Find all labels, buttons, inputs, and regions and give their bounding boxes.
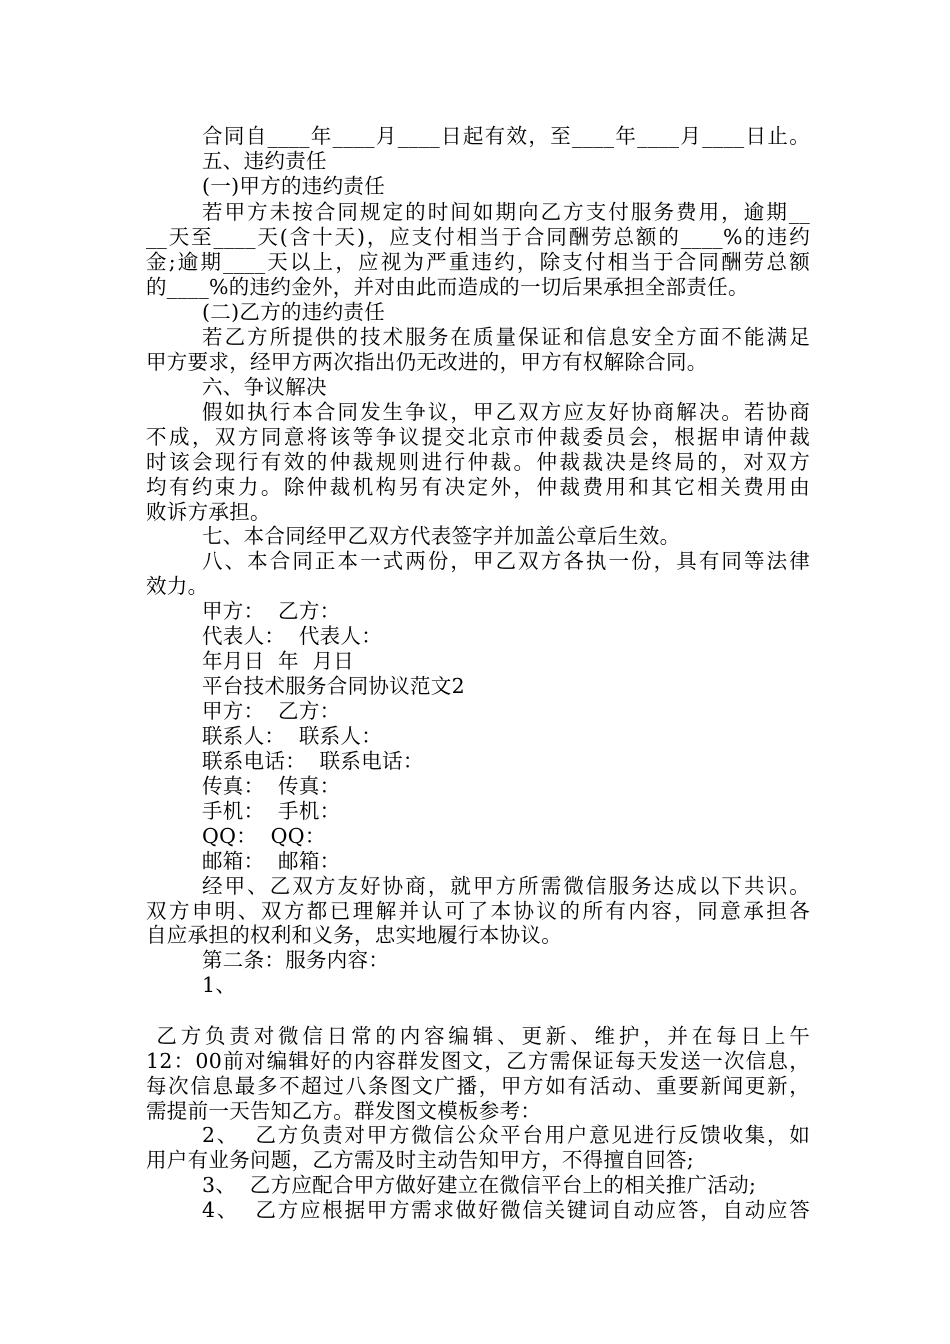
text-line: __天至____天(含十天)，应支付相当于合同酬劳总额的____%的违约 bbox=[146, 225, 810, 249]
text-line: 12：00前对编辑好的内容群发图文，乙方需保证每天发送一次信息， bbox=[146, 1049, 810, 1073]
text-line: 假如执行本合同发生争议，甲乙双方应友好协商解决。若协商 bbox=[202, 400, 810, 424]
party-line: 联系人： 联系人： bbox=[202, 724, 383, 748]
list-item: 2、 乙方负责对甲方微信公众平台用户意见进行反馈收集，如 bbox=[202, 1123, 810, 1147]
section-heading: 七、本合同经甲乙双方代表签字并加盖公章后生效。 bbox=[202, 524, 681, 548]
party-line: 手机： 手机： bbox=[202, 799, 341, 823]
text-line: 效力。 bbox=[146, 574, 209, 598]
list-number: 1、 bbox=[202, 973, 237, 997]
text-line: 的____%的违约金外，并对由此而造成的一切后果承担全部责任。 bbox=[146, 275, 749, 299]
text-line: 甲方要求，经甲方两次指出仍无改进的，甲方有权解除合同。 bbox=[146, 350, 708, 374]
section-heading: 六、争议解决 bbox=[202, 375, 327, 399]
list-item: 4、 乙方应根据甲方需求做好微信关键词自动应答，自动应答 bbox=[202, 1198, 810, 1222]
subsection-heading: (一)甲方的违约责任 bbox=[202, 174, 385, 198]
party-line: QQ： QQ： bbox=[202, 824, 326, 848]
text-line: 需提前一天告知乙方。群发图文模板参考： bbox=[146, 1099, 542, 1123]
party-line: 邮箱： 邮箱： bbox=[202, 849, 341, 873]
subsection-heading: (二)乙方的违约责任 bbox=[202, 300, 385, 324]
party-line: 甲方： 乙方： bbox=[202, 699, 341, 723]
signature-line: 代表人： 代表人： bbox=[202, 624, 383, 648]
text-line: 若乙方所提供的技术服务在质量保证和信息安全方面不能满足 bbox=[202, 325, 810, 349]
text-line: 不成，双方同意将该等争议提交北京市仲裁委员会，根据申请仲裁 bbox=[146, 425, 810, 449]
text-line: 经甲、乙双方友好协商，就甲方所需微信服务达成以下共识。 bbox=[202, 874, 810, 898]
text-line: 金;逾期____天以上，应视为严重违约，除支付相当于合同酬劳总额 bbox=[146, 250, 810, 274]
signature-line: 甲方： 乙方： bbox=[202, 599, 341, 623]
text-line: 均有约束力。除仲裁机构另有决定外，仲裁费用和其它相关费用由 bbox=[146, 475, 810, 499]
section-heading: 八、本合同正本一式两份，甲乙双方各执一份，具有同等法律 bbox=[202, 549, 810, 573]
section-heading: 五、违约责任 bbox=[202, 149, 327, 173]
text-line: 用户有业务问题，乙方需及时主动告知甲方，不得擅自回答; bbox=[146, 1148, 695, 1172]
text-line: 败诉方承担。 bbox=[146, 500, 271, 524]
text-line: 时该会现行有效的仲裁规则进行仲裁。仲裁裁决是终局的，对双方 bbox=[146, 450, 810, 474]
party-line: 联系电话： 联系电话： bbox=[202, 749, 424, 773]
signature-line: 年月日 年 月日 bbox=[202, 649, 355, 673]
section-heading: 第二条：服务内容： bbox=[202, 948, 390, 972]
text-line: 乙方负责对微信日常的内容编辑、更新、维护，并在每日上午 bbox=[146, 1024, 810, 1048]
text-line: 若甲方未按合同规定的时间如期向乙方支付服务费用，逾期__ bbox=[202, 200, 810, 224]
text-line: 每次信息最多不超过八条图文广播，甲方如有活动、重要新闻更新， bbox=[146, 1074, 810, 1098]
text-line: 双方申明、双方都已理解并认可了本协议的所有内容，同意承担各 bbox=[146, 899, 810, 923]
party-line: 传真： 传真： bbox=[202, 774, 341, 798]
text-line: 合同自____年____月____日起有效，至____年____月____日止。 bbox=[202, 124, 810, 148]
document-title: 平台技术服务合同协议范文2 bbox=[202, 674, 465, 698]
list-item: 3、 乙方应配合甲方做好建立在微信平台上的相关推广活动; bbox=[202, 1173, 757, 1197]
text-line: 自应承担的权利和义务，忠实地履行本协议。 bbox=[146, 923, 562, 947]
